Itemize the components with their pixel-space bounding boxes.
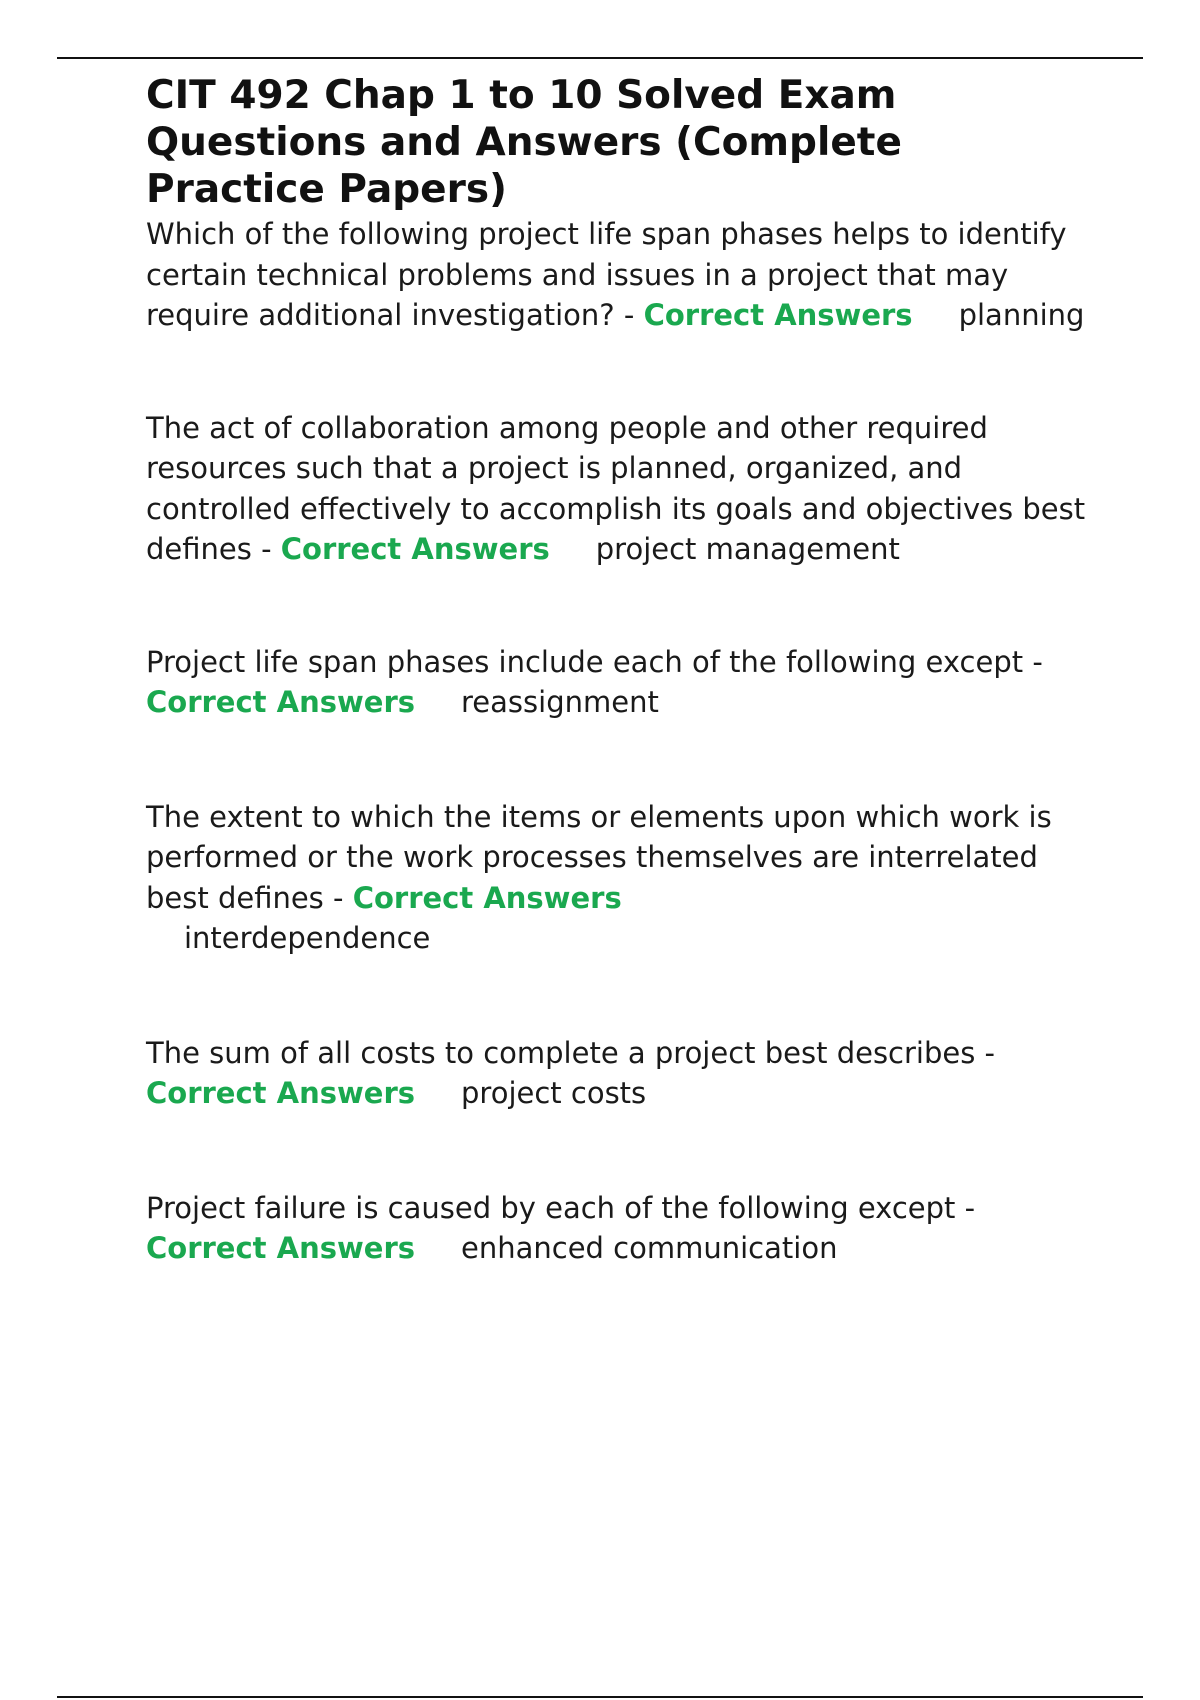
document-body <box>146 72 1086 1269</box>
answer-text: project costs <box>461 1076 647 1110</box>
answer-text: planning <box>958 298 1085 332</box>
qa-item-5 <box>146 1033 1086 1114</box>
question-text: The sum of all costs to complete a project best describes - <box>146 1035 996 1070</box>
question-text: The extent to which the items or elements upon which work is performed or the work processes themselves are interrelated best defines - <box>146 799 1052 915</box>
bottom-rule <box>57 1696 1143 1698</box>
correct-answers-label: Correct Answers <box>146 1231 416 1265</box>
answer-text: reassignment <box>461 685 659 719</box>
qa-item-1 <box>146 214 1086 336</box>
correct-answers-label: Correct Answers <box>146 685 416 719</box>
answer-text: project management <box>595 532 900 566</box>
correct-answers-label: Correct Answers <box>146 1076 416 1110</box>
answer-text: interdependence <box>184 921 431 955</box>
question-text: Which of the following project life span phases helps to identify certain technical problems and issues in a project that may require additional investigation? - <box>146 217 1067 332</box>
correct-answers-label: Correct Answers <box>352 880 622 915</box>
qa-item-2 <box>146 408 1086 570</box>
top-rule <box>57 57 1143 59</box>
correct-answers-label: Correct Answers <box>280 532 550 566</box>
document-title: CIT 492 Chap 1 to 10 Solved Exam Questions and Answers (Complete Practice Papers) <box>146 73 902 212</box>
correct-answers-label: Correct Answers <box>643 298 913 332</box>
qa-item-4 <box>146 797 1086 959</box>
question-text: Project life span phases include each of the following except - <box>146 644 1043 679</box>
question-text: The act of collaboration among people and other required resources such that a project is planned, organized, and controlled effectively to accomplish its goals and objectives best defines - <box>146 410 1086 566</box>
answer-text: enhanced communication <box>461 1231 838 1265</box>
qa-item-6 <box>146 1188 1086 1269</box>
question-text: Project failure is caused by each of the following except - <box>146 1190 976 1225</box>
qa-item-3 <box>146 642 1086 723</box>
